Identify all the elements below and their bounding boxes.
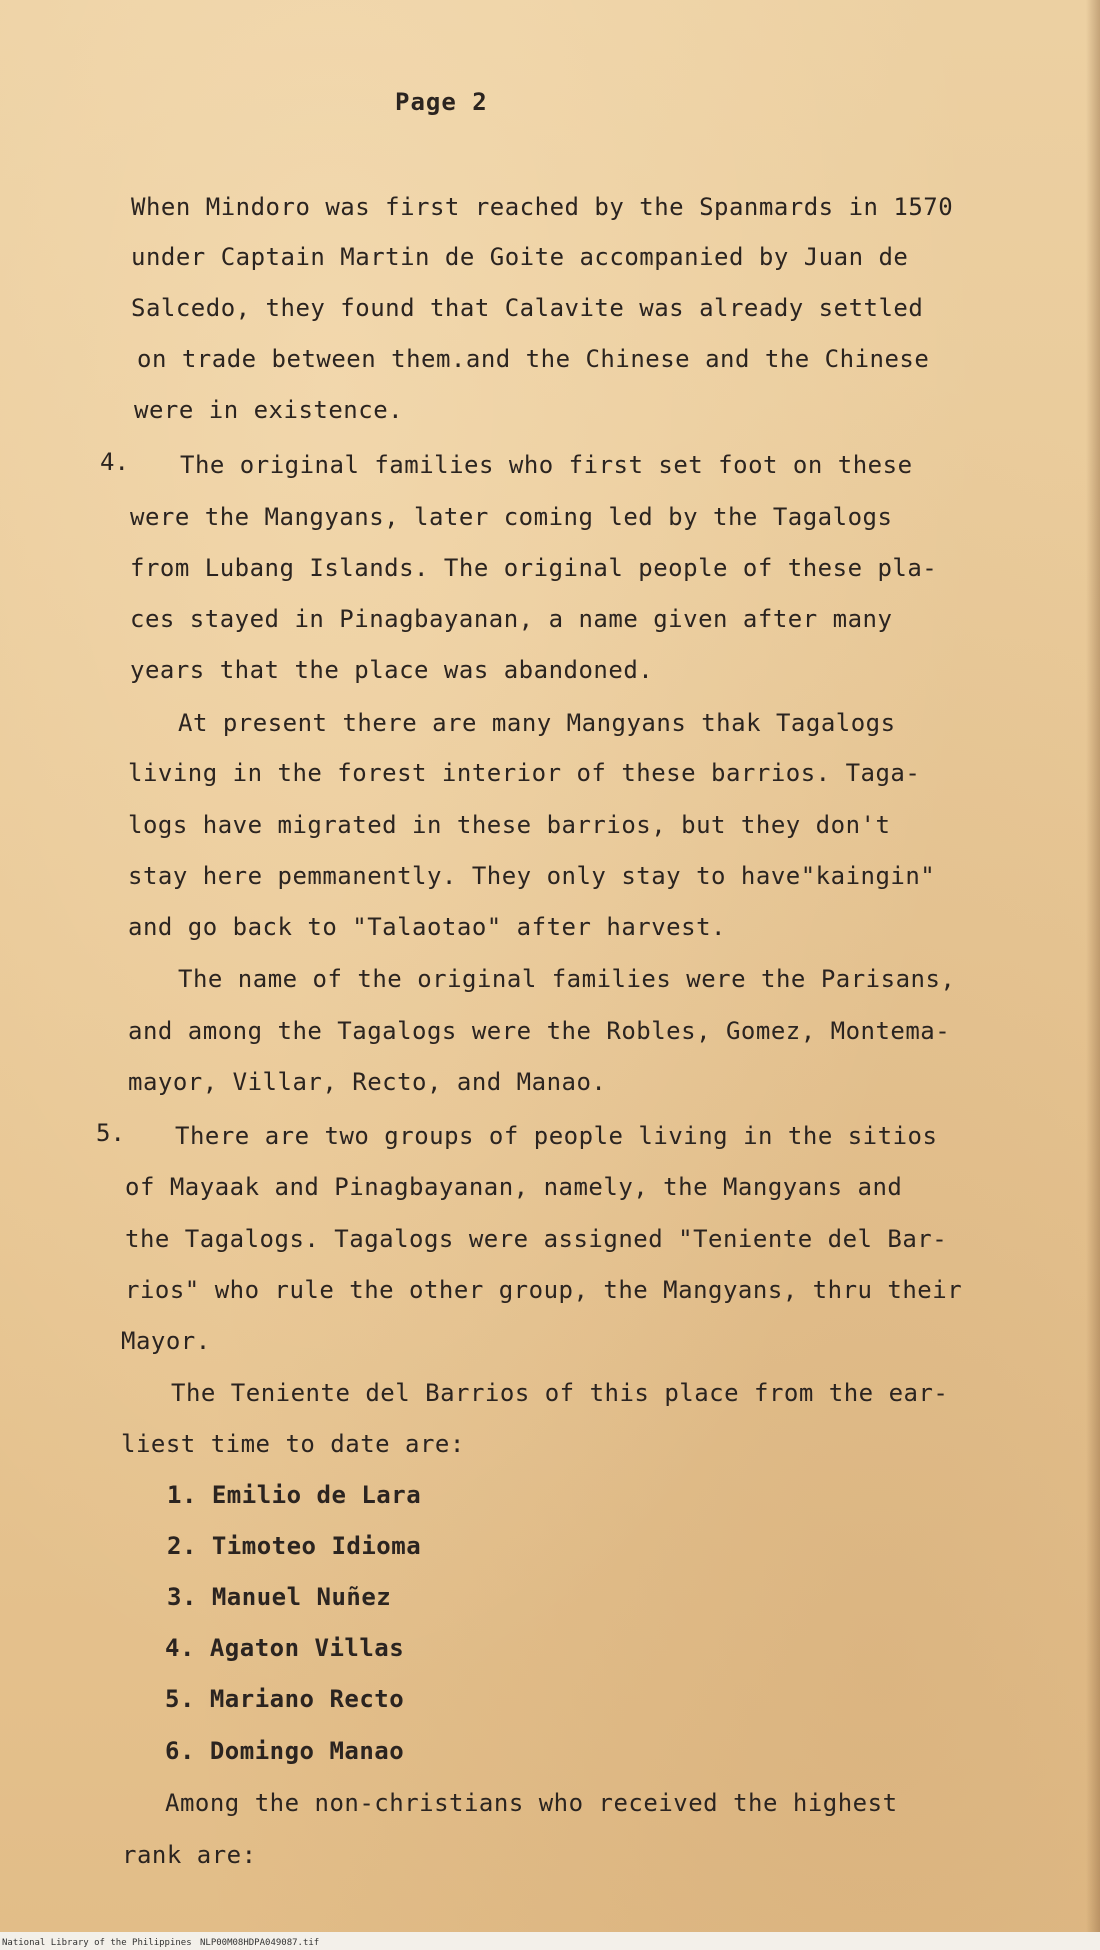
text-line: When Mindoro was first reached by the Spanmards in 1570 xyxy=(131,193,954,221)
text-line: rank are: xyxy=(122,1841,257,1869)
text-line: logs have migrated in these barrios, but they don't xyxy=(128,811,891,839)
text-line: and among the Tagalogs were the Robles, Gomez, Montema- xyxy=(128,1017,951,1045)
list-item: 4. Agaton Villas xyxy=(165,1634,405,1662)
footer-filename: NLP00M08HDPA049087.tif xyxy=(200,1938,320,1948)
text-line: The original families who first set foot on these xyxy=(180,451,913,479)
text-line: living in the forest interior of these barrios. Taga- xyxy=(128,759,921,787)
page-number: Page 2 xyxy=(395,88,488,116)
list-item: 3. Manuel Nuñez xyxy=(167,1583,392,1611)
section-marker: 4. xyxy=(100,448,129,476)
text-line: rios" who rule the other group, the Mangyans, thru their xyxy=(125,1276,963,1304)
list-item: 5. Mariano Recto xyxy=(165,1685,405,1713)
text-line: the Tagalogs. Tagalogs were assigned "Teniente del Bar- xyxy=(125,1225,948,1253)
text-line: The name of the original families were the Parisans, xyxy=(178,965,956,993)
text-line: The Teniente del Barrios of this place from the ear- xyxy=(171,1379,949,1407)
text-line: Among the non-christians who received the highest xyxy=(165,1789,898,1817)
list-item: 1. Emilio de Lara xyxy=(167,1481,422,1509)
text-line: of Mayaak and Pinagbayanan, namely, the Mangyans and xyxy=(125,1173,903,1201)
text-line: At present there are many Mangyans thak Tagalogs xyxy=(178,709,896,737)
text-line: were the Mangyans, later coming led by the Tagalogs xyxy=(130,503,893,531)
text-line: were in existence. xyxy=(134,396,404,424)
text-line: Mayor. xyxy=(121,1327,211,1355)
text-line: on trade between them.and the Chinese and the Chinese xyxy=(137,345,930,373)
text-line: Salcedo, they found that Calavite was already settled xyxy=(131,294,924,322)
text-line: stay here pemmanently. They only stay to have"kaingin" xyxy=(128,862,936,890)
text-line: years that the place was abandoned. xyxy=(130,656,654,684)
footer-source: National Library of the Philippines xyxy=(2,1938,192,1948)
text-line: There are two groups of people living in the sitios xyxy=(175,1122,938,1150)
text-line: under Captain Martin de Goite accompanied by Juan de xyxy=(131,243,909,271)
text-line: ces stayed in Pinagbayanan, a name given after many xyxy=(130,605,893,633)
text-line: and go back to "Talaotao" after harvest. xyxy=(128,913,726,941)
list-item: 2. Timoteo Idioma xyxy=(167,1532,422,1560)
text-line: from Lubang Islands. The original people of these pla- xyxy=(130,554,938,582)
section-marker: 5. xyxy=(96,1119,125,1147)
text-line: liest time to date are: xyxy=(121,1430,465,1458)
list-item: 6. Domingo Manao xyxy=(165,1737,405,1765)
text-line: mayor, Villar, Recto, and Manao. xyxy=(128,1068,607,1096)
page-edge-shadow xyxy=(1086,0,1100,1950)
